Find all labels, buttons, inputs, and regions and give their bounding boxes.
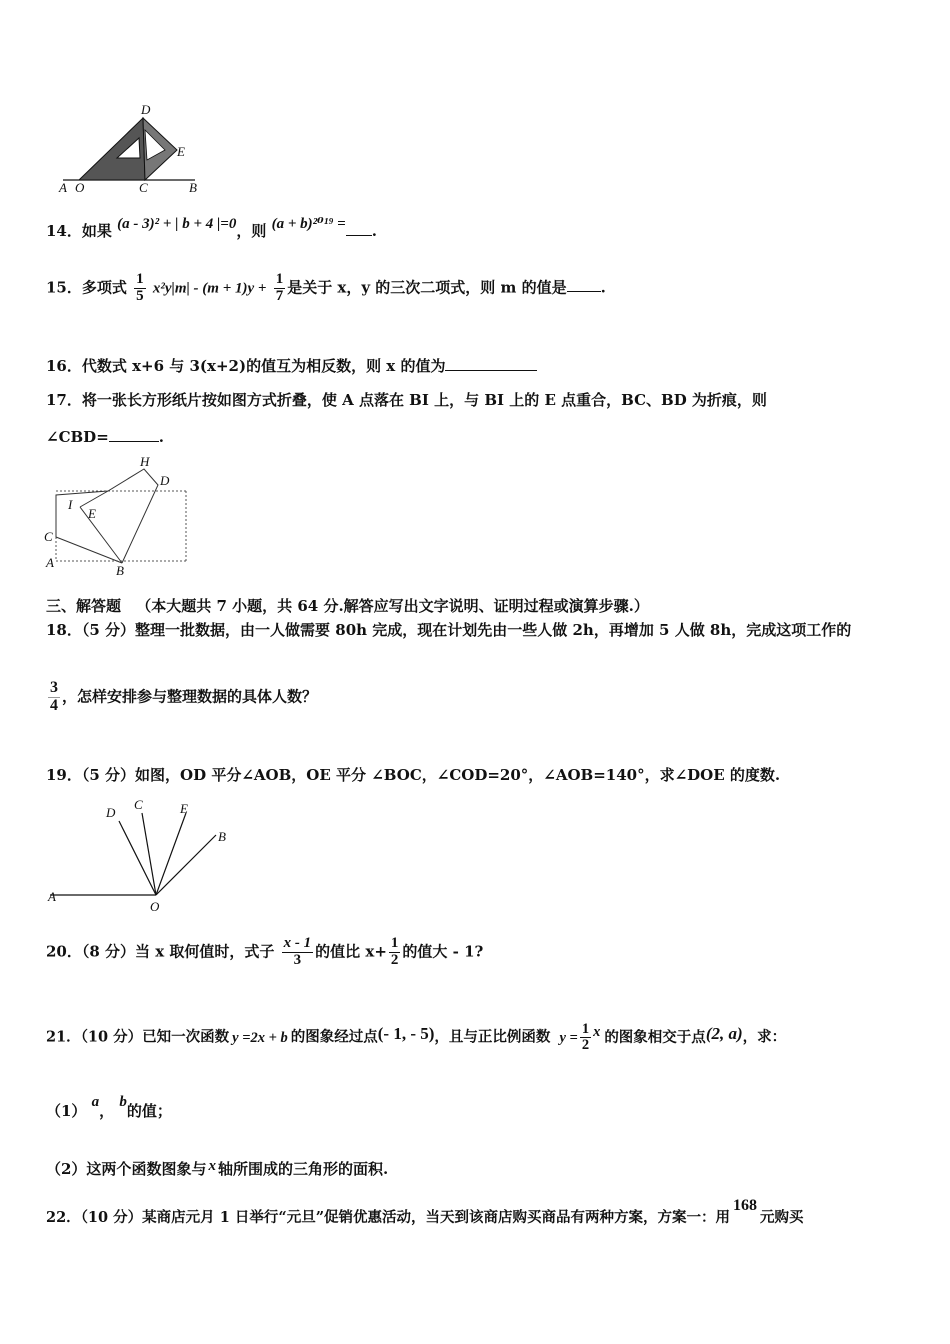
q14-pre: 如果	[81, 222, 112, 240]
question-21-sub-2	[46, 1158, 388, 1179]
q19-text: （5 分）如图，OD 平分∠AOB，OE 平分 ∠BOC，∠COD=20°，∠AOB=140°，求∠DOE 的度数.	[81, 766, 781, 784]
q15-fraction-1: $\frac{1}{5}$	[136, 271, 144, 304]
q17-number: 17．	[46, 391, 82, 409]
label-D: D	[160, 473, 170, 488]
question-18	[46, 619, 851, 640]
q15-number: 15．	[46, 278, 82, 297]
label-O: O	[150, 899, 160, 914]
label-A: A	[48, 889, 56, 904]
label-E: E	[180, 801, 188, 816]
q18-text: （5 分）整理一批数据，由一人做需要 80h 完成，现在计划先由一些人做 2h，再增加 5 人做 8h，完成这项工作的	[81, 621, 852, 639]
figure-q17-folded-paper	[40, 455, 195, 580]
label-H: H	[140, 455, 150, 469]
q21-fn2-pre: y =	[559, 1029, 578, 1046]
q17-post: .	[158, 428, 164, 446]
q21-point-1: (- 1, - 5)	[377, 1023, 435, 1043]
label-E: E	[88, 506, 96, 521]
figure-q19-angles	[44, 795, 234, 917]
q21-sub1-sep: ，	[99, 1102, 115, 1120]
question-19	[46, 764, 780, 785]
q21-mid1: 的图象经过点	[290, 1028, 378, 1046]
q18-text-2: ，怎样安排参与整理数据的具体人数？	[62, 687, 318, 706]
q15-fraction-2: $\frac{1}{7}$	[275, 271, 284, 304]
question-17	[46, 389, 767, 410]
question-18-line-2	[46, 680, 317, 715]
q20-fraction-2: $\frac{1}{2}$	[390, 935, 399, 968]
figure-q13-set-square	[55, 100, 205, 195]
label-C: C	[139, 180, 148, 195]
q21-post: ，求：	[742, 1028, 787, 1046]
q15-term: x²y|m| - (m + 1)y +	[152, 280, 267, 297]
label-A: A	[59, 180, 67, 195]
q21-fn2-post: x	[593, 1023, 601, 1040]
q20-mid: 的值比 x+	[315, 942, 387, 961]
q21-function: y =2x + b	[232, 1029, 288, 1046]
q14-mid: ，则	[236, 222, 267, 240]
q15-post: .	[600, 278, 606, 297]
q15-text: 是关于 x，y 的三次二项式，则 m 的值是	[287, 278, 567, 297]
q16-number: 16．	[46, 357, 82, 375]
q17-text: 将一张长方形纸片按如图方式折叠，使 A 点落在 BI 上，与 BI 上的 E 点重合，BC、BD 为折痕，则	[81, 391, 767, 409]
question-21	[46, 1022, 786, 1053]
q22-number: 22．	[46, 1209, 81, 1226]
label-O: O	[75, 180, 85, 195]
label-C: C	[134, 797, 143, 812]
q16-text: 代数式 x+6 与 3(x+2)的值互为相反数，则 x 的值为	[81, 357, 446, 375]
question-17-line-2	[46, 427, 164, 446]
q20-pre: （8 分）当 x 取何值时，式子	[81, 942, 275, 961]
question-14	[46, 216, 377, 241]
section-3-title: 三、解答题	[46, 597, 122, 615]
q20-number: 20．	[46, 942, 82, 961]
q20-post: 的值大 - 1?	[402, 942, 484, 961]
q17-angle: ∠CBD=	[46, 428, 109, 446]
question-16	[46, 355, 537, 376]
q21-number: 21．	[46, 1028, 81, 1046]
q20-fraction-1: $\frac{x - 1}{3}$	[283, 935, 312, 968]
q21-sub1-post: 的值；	[126, 1102, 172, 1120]
q21-point-2: (2, a)	[705, 1023, 743, 1043]
q21-sub2-post: 轴所围成的三角形的面积.	[217, 1160, 389, 1178]
question-15	[46, 272, 606, 305]
q16-answer-blank[interactable]	[445, 356, 537, 371]
section-3-header	[46, 595, 649, 616]
q21-sub1-a: a	[91, 1094, 100, 1110]
label-I: I	[68, 497, 73, 512]
q15-answer-blank[interactable]	[567, 277, 601, 292]
question-21-sub-1	[46, 1094, 172, 1121]
label-B: B	[218, 829, 226, 844]
q21-mid3: 的图象相交于点	[604, 1028, 706, 1046]
label-B: B	[116, 563, 124, 578]
q21-pre: （10 分）已知一次函数	[80, 1028, 230, 1046]
label-E: E	[177, 144, 185, 159]
label-B: B	[189, 180, 197, 195]
q22-amount: 168	[733, 1197, 758, 1214]
q21-sub2-pre: （2）这两个函数图象与	[46, 1160, 207, 1178]
question-22	[46, 1197, 804, 1227]
q21-mid2: ，且与正比例函数	[434, 1028, 551, 1046]
label-D: D	[141, 102, 151, 117]
q18-number: 18．	[46, 621, 82, 639]
label-A: A	[46, 555, 54, 570]
q15-pre: 多项式	[81, 278, 127, 297]
q14-expression: (a + b)²⁰¹⁹ =	[271, 216, 346, 232]
q14-answer-blank[interactable]	[346, 221, 372, 236]
question-20	[46, 936, 483, 969]
q21-sub1-pre: （1）	[46, 1102, 87, 1120]
q14-number: 14．	[46, 222, 82, 240]
q21-fraction: $\frac{1}{2}$	[581, 1021, 590, 1054]
q22-text: （10 分）某商店元月 1 日举行“元旦”促销优惠活动，当天到该商店购买商品有两种方案，方案一：用	[80, 1209, 731, 1226]
q17-answer-blank[interactable]	[109, 427, 159, 442]
section-3-description: （本大题共 7 小题，共 64 分.解答应写出文字说明、证明过程或演算步骤.）	[136, 597, 649, 615]
q22-post: 元购买	[760, 1209, 804, 1226]
q21-sub2-x: x	[208, 1158, 216, 1174]
q14-post: .	[371, 222, 377, 240]
q19-number: 19．	[46, 766, 82, 784]
label-C: C	[44, 529, 53, 544]
q18-fraction: $\frac{3}{4}$	[50, 679, 58, 714]
q14-equation: (a - 3)² + | b + 4 |=0	[117, 216, 237, 232]
q21-sub1-b: b	[119, 1094, 127, 1110]
label-D: D	[106, 805, 116, 820]
